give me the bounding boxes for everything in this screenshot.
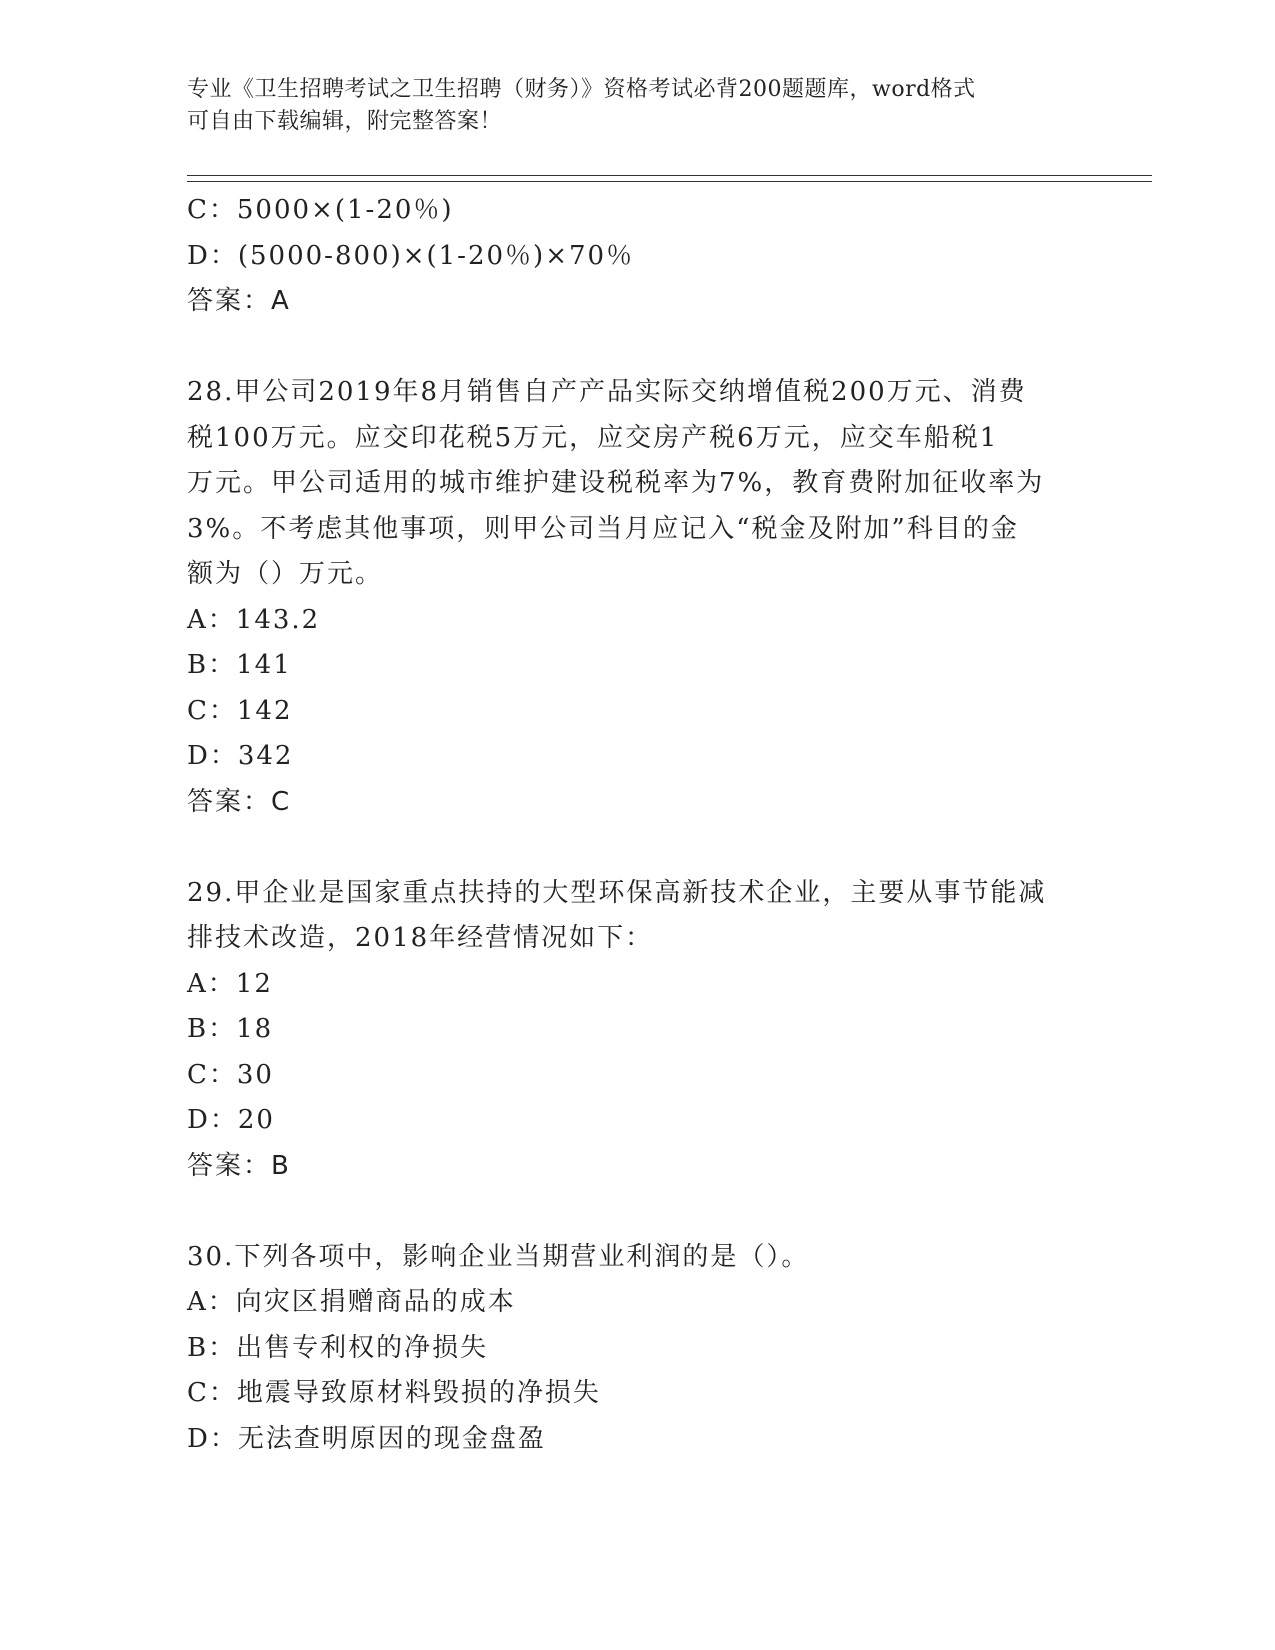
header-title-line-2: 可自由下载编辑，附完整答案！ [187,109,503,134]
header-divider-top [187,175,1152,176]
question-29 [187,871,1087,1190]
answer-line: 答案：C [187,786,292,817]
stem-line: 万元。甲公司适用的城市维护建设税税率为7%，教育费附加征收率为 [187,468,1045,498]
option-d: D：20 [187,1105,275,1135]
header-divider-bottom [187,181,1152,182]
stem-line: 额为（）万元。 [187,559,384,589]
option-c: C：30 [187,1059,274,1090]
option-c: C：5000×(1-20％) [187,195,454,225]
spacer [187,325,1087,371]
question-28 [187,370,1087,825]
question-list [187,188,1087,1462]
question-27 [187,188,1087,325]
option-a: A：向灾区捐赠商品的成本 [187,1287,516,1317]
stem-line: 3%。不考虑其他事项，则甲公司当月应记入“税金及附加”科目的金 [187,513,1019,544]
answer-line: 答案：A [187,286,291,316]
option-d: D：342 [187,741,294,771]
spacer [187,825,1087,871]
stem-line: 28.甲公司2019年8月销售自产产品实际交纳增值税200万元、消费 [187,377,1027,407]
question-stem [187,1235,1087,1281]
question-stem [187,871,1087,962]
option-c: C：142 [187,695,293,726]
stem-line: 30.下列各项中，影响企业当期营业利润的是（）。 [187,1241,810,1272]
stem-line: 税100万元。应交印花税5万元，应交房产税6万元，应交车船税1 [187,422,999,453]
stem-line: 29.甲企业是国家重点扶持的大型环保高新技术企业，主要从事节能减 [187,877,1047,908]
option-a: A：12 [187,968,273,999]
option-d: D：(5000-800)×(1-20％)×70％ [187,240,635,271]
answer-line: 答案：B [187,1150,291,1181]
option-a: A：143.2 [187,604,321,635]
document-header [187,74,1087,138]
option-c: C：地震导致原材料毁损的净损失 [187,1378,601,1408]
question-30 [187,1235,1087,1463]
spacer [187,1189,1087,1235]
header-title-line-1: 专业《卫生招聘考试之卫生招聘（财务）》资格考试必背200题题库，word格式 [187,77,976,102]
option-b: B：出售专利权的净损失 [187,1332,489,1363]
stem-line: 排技术改造，2018年经营情况如下： [187,923,654,953]
option-b: B：141 [187,650,292,680]
option-d: D：无法查明原因的现金盘盈 [187,1423,546,1454]
question-stem [187,370,1087,598]
option-b: B：18 [187,1014,274,1044]
